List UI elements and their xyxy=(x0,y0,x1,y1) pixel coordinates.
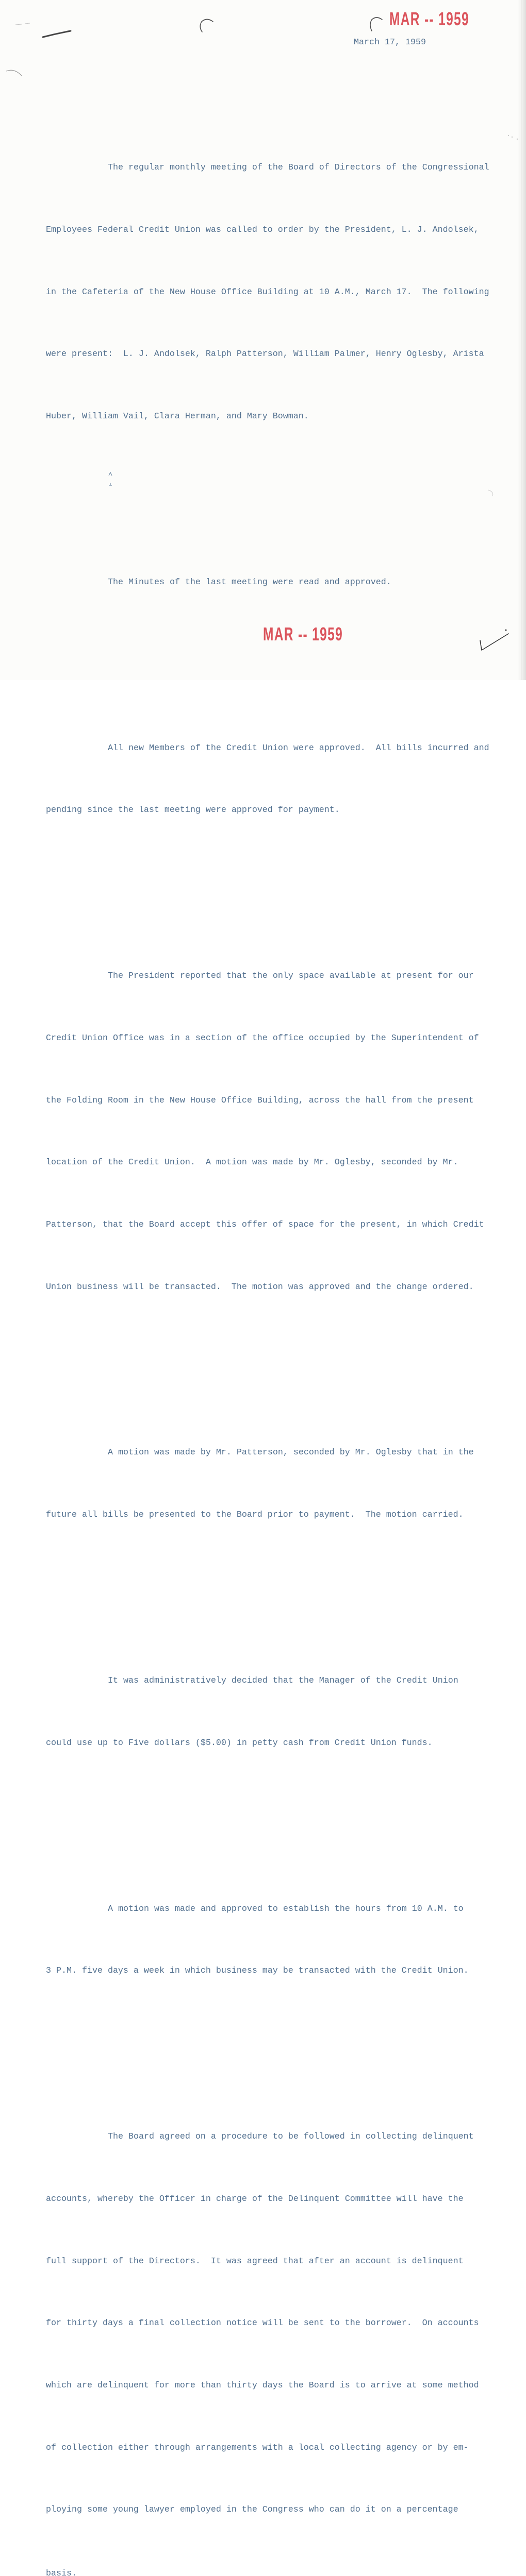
text-line: future all bills be presented to the Board prior to payment. The motion carried. xyxy=(46,1510,464,1520)
text-line: in the Cafeteria of the New House Office Building at 10 A.M., March 17. The following xyxy=(46,287,489,297)
text-line: basis. xyxy=(46,2568,77,2576)
pencil-stroke-mark xyxy=(43,31,71,37)
meeting-date: March 17, 1959 xyxy=(354,38,426,47)
text-line: Huber, William Vail, Clara Herman, and Mary Bowman. xyxy=(46,411,309,421)
text-line: 3 P.M. five days a week in which business may be transacted with the Credit Union. xyxy=(46,1966,469,1976)
text-line: All new Members of the Credit Union were approved. All bills incurred and xyxy=(108,743,489,753)
paragraph-delinquent-accounts xyxy=(46,2086,500,2576)
paragraph-office-space xyxy=(46,925,500,1340)
text-line: location of the Credit Union. A motion was made by Mr. Oglesby, seconded by Mr. xyxy=(46,1158,458,1168)
text-line: could use up to Five dollars ($5.00) in petty cash from Credit Union funds. xyxy=(46,1738,433,1748)
paragraph-minutes-approval xyxy=(46,531,500,634)
text-line: were present: L. J. Andolsek, Ralph Patterson, William Palmer, Henry Oglesby, Arista xyxy=(46,349,484,360)
paragraph-call-to-order xyxy=(46,116,500,469)
text-line: A motion was made and approved to establish the hours from 10 A.M. to xyxy=(108,1904,464,1914)
text-line: The Minutes of the last meeting were read and approved. xyxy=(108,577,391,587)
faint-pencil-mark xyxy=(15,23,30,25)
text-line: Patterson, that the Board accept this offer of space for the present, in which Credit xyxy=(46,1219,484,1230)
text-line: Employees Federal Credit Union was called to order by the President, L. J. Andolsek, xyxy=(46,225,479,235)
right-edge-dots xyxy=(508,135,518,140)
text-line: The Board agreed on a procedure to be followed in collecting delinquent xyxy=(108,2132,474,2142)
date-stamp-top: MAR -- 1959 xyxy=(389,8,470,29)
text-line: Union business will be transacted. The motion was approved and the change ordered. xyxy=(46,1282,474,1292)
pencil-dot xyxy=(505,630,507,631)
text-line: The President reported that the only space available at present for our xyxy=(108,971,474,981)
paragraph-petty-cash xyxy=(46,1630,500,1795)
hole-punch-arc-right xyxy=(370,18,382,31)
paragraph-bills-presentation xyxy=(46,1401,500,1567)
text-line: for thirty days a final collection notice will be sent to the borrower. On accounts xyxy=(46,2318,479,2329)
page-edge-shadow xyxy=(518,0,526,680)
text-line: It was administratively decided that the Manager of the Credit Union xyxy=(108,1676,458,1686)
text-line: of collection either through arrangements with a local collecting agency or by em- xyxy=(46,2443,469,2453)
paragraph-members-and-bills xyxy=(46,697,500,862)
text-line: which are delinquent for more than thirty days the Board is to arrive at some method xyxy=(46,2380,479,2391)
text-line: A motion was made by Mr. Patterson, seconded by Mr. Oglesby that in the xyxy=(108,1448,474,1458)
hole-punch-arc-left xyxy=(200,20,213,32)
text-line: ploying some young lawyer employed in the Congress who can do it on a percentage xyxy=(46,2505,458,2515)
minutes-body xyxy=(46,54,500,2576)
text-line: pending since the last meeting were approved for payment. xyxy=(46,805,340,816)
text-line: full support of the Directors. It was agreed that after an account is delinquent xyxy=(46,2256,464,2266)
text-line: accounts, whereby the Officer in charge of the Delinquent Committee will have the xyxy=(46,2194,464,2204)
date-stamp-bottom: MAR -- 1959 xyxy=(263,623,343,645)
text-line: Credit Union Office was in a section of the office occupied by the Superintendent of xyxy=(46,1033,479,1043)
left-edge-arc-mark xyxy=(6,70,22,76)
text-line: the Folding Room in the New House Office Building, across the hall from the present xyxy=(46,1095,474,1106)
text-line: The regular monthly meeting of the Board of Directors of the Congressional xyxy=(108,163,489,173)
paragraph-office-hours xyxy=(46,1857,500,2023)
